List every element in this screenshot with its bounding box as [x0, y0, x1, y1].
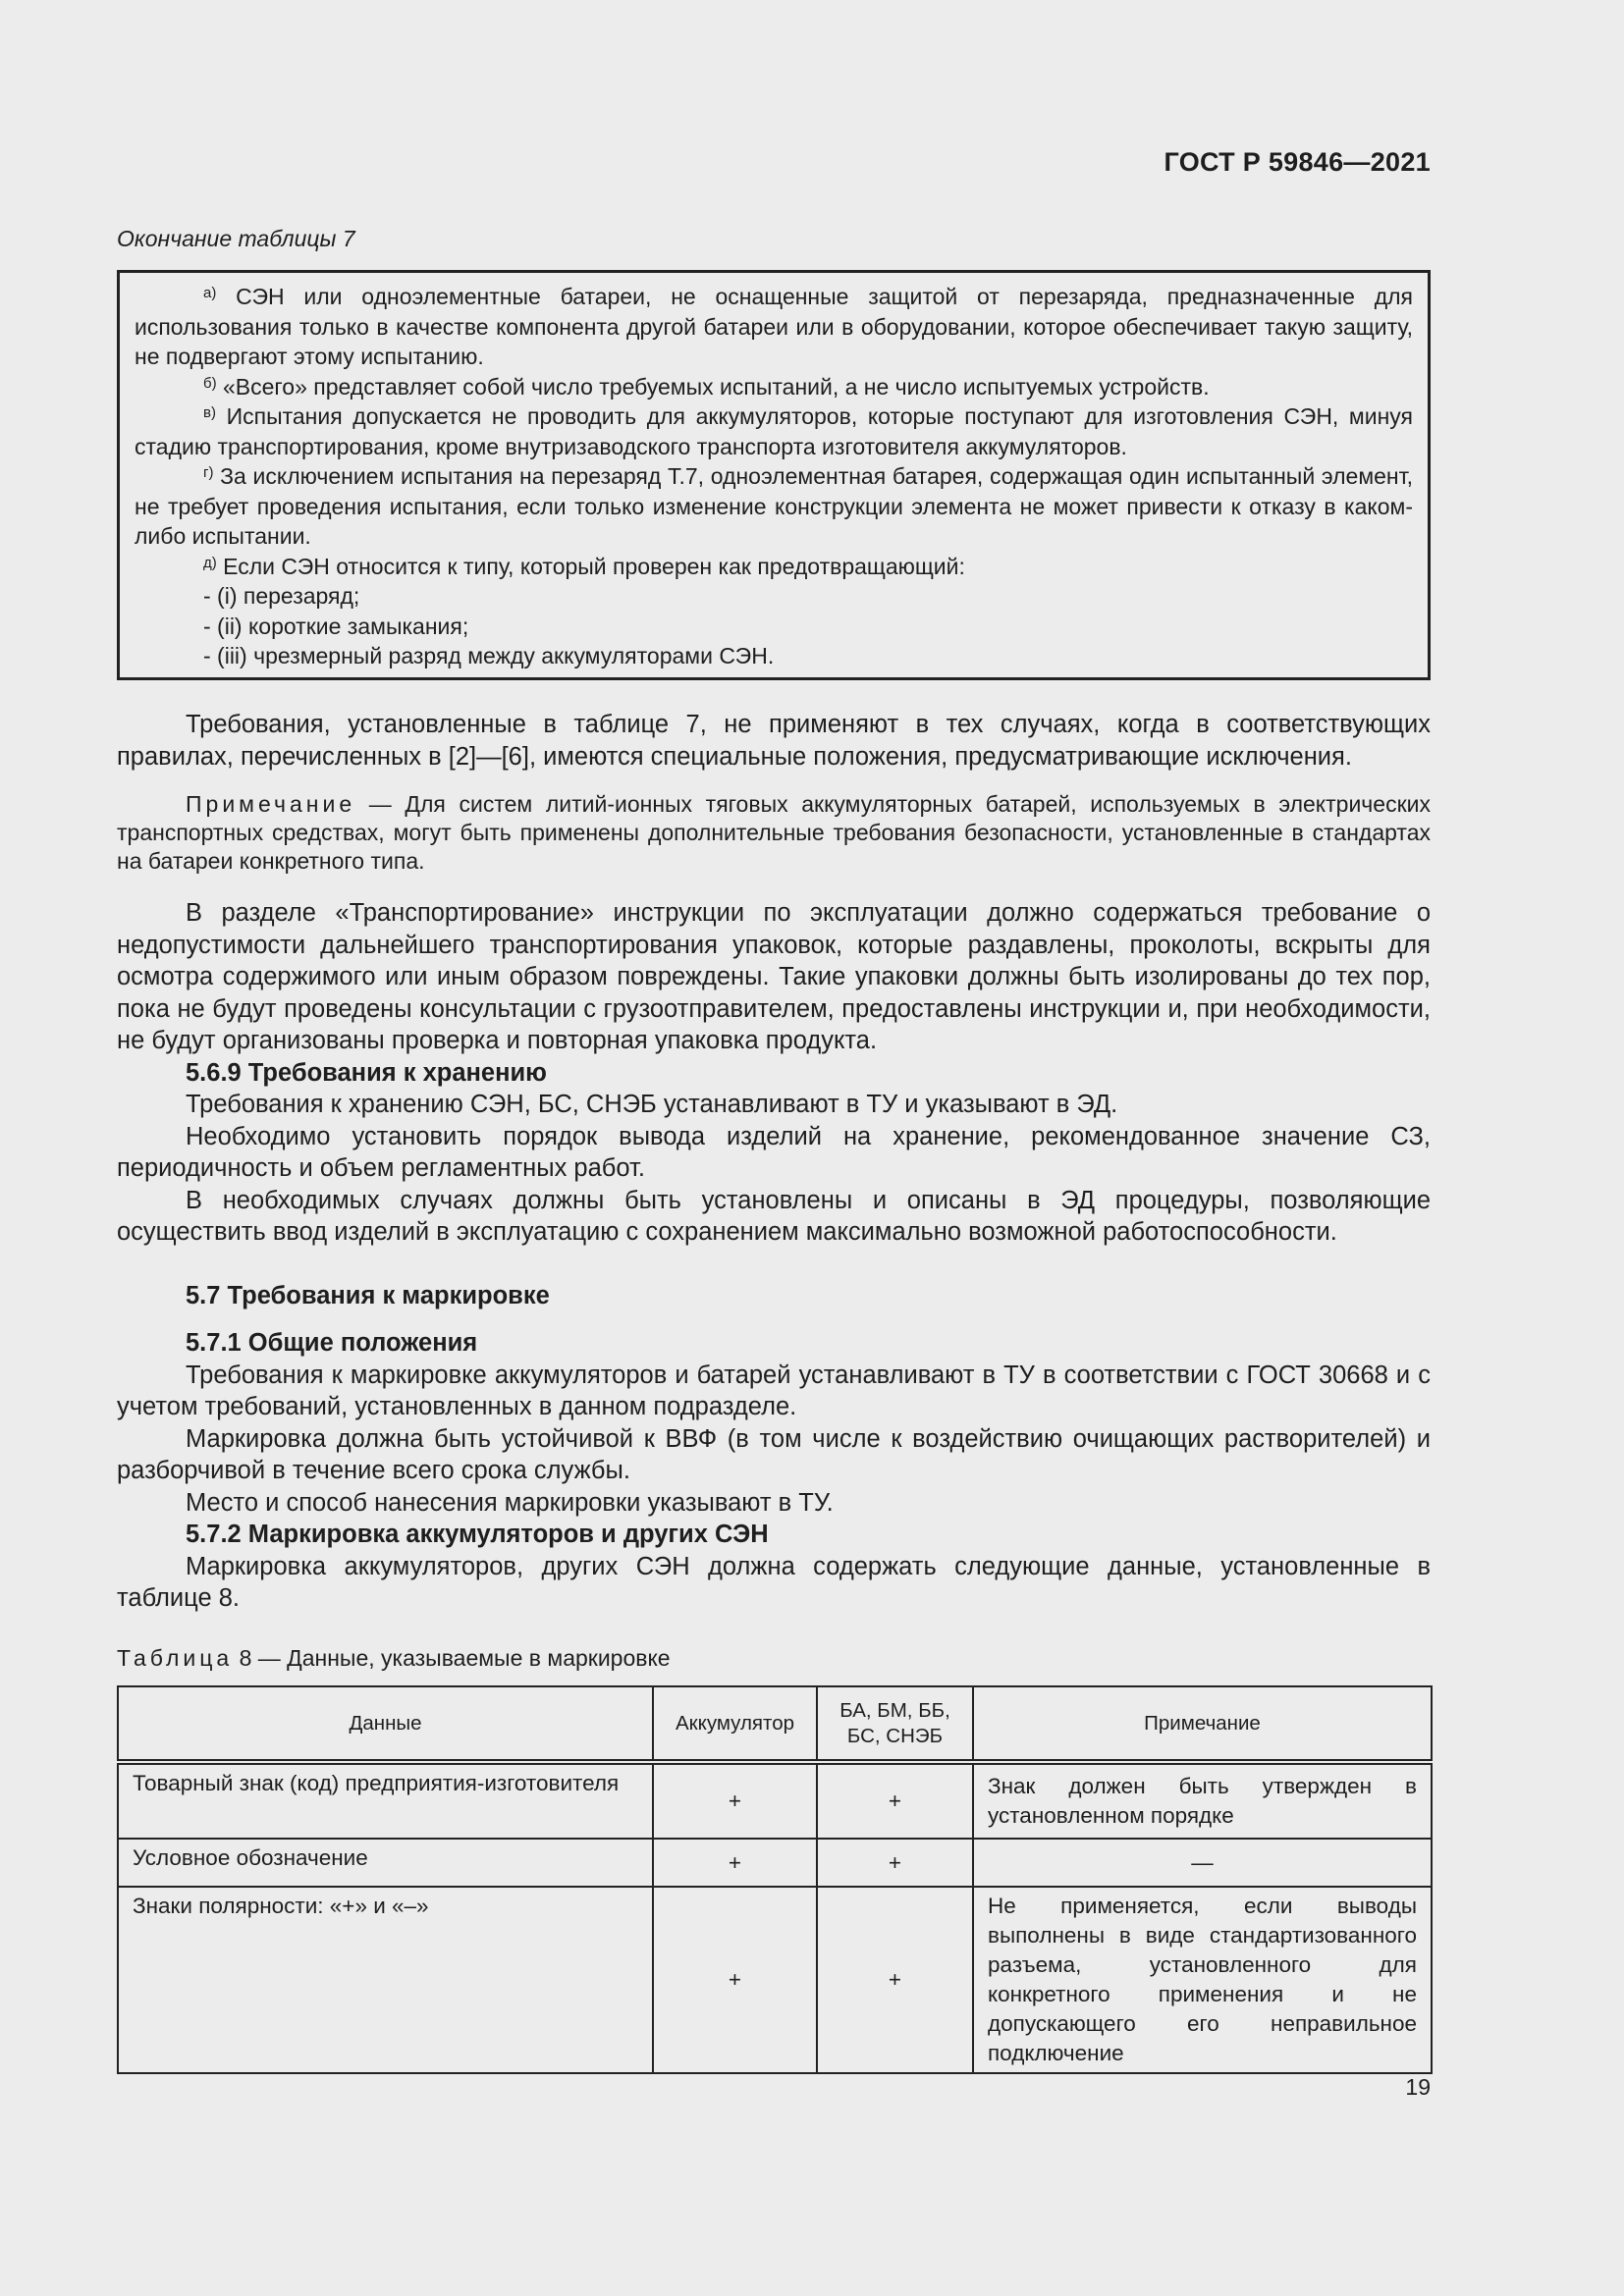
note-block	[117, 790, 1431, 876]
table-caption-text: 8 — Данные, указываемые в маркировке	[233, 1645, 671, 1671]
footnote-text: Испытания допускается не проводить для аккумуляторов, которые поступают для изготовления СЭН, минуя стадию транспортирования, кроме внутризаводского транспорта изготовителя аккумуляторов.	[135, 403, 1413, 459]
paragraph: Место и способ нанесения маркировки указывают в ТУ.	[186, 1488, 834, 1517]
page-number: 19	[1405, 2074, 1431, 2100]
body-block-1	[117, 709, 1431, 773]
footnote-mark: в)	[203, 404, 216, 421]
footnote-text: Если СЭН относится к типу, который проверен как предотвращающий:	[216, 553, 965, 579]
paragraph: Необходимо установить порядок вывода изделий на хранение, рекомендованное значение СЗ, периодичность и объем регламентных работ.	[117, 1122, 1431, 1182]
footnote-text: «Всего» представляет собой число требуемых испытаний, а не число испытуемых устройств.	[216, 373, 1210, 400]
table-cell: +	[817, 1839, 973, 1887]
paragraph: В разделе «Транспортирование» инструкции по эксплуатации должно содержаться требование о недопустимости дальнейшего транспортирования упаковок, которые раздавлены, проколоты, вскрыты для осмотра содержимого или иным образом повреждены. Такие упаковки должны быть изолированы до тех пор, пока не будут проведены консультации с грузоотправителем, предоставлены инструкции и, при необходимости, не будут организованы проверка и повторная упаковка продукта.	[117, 899, 1431, 1054]
section-heading: 5.7 Требования к маркировке	[186, 1282, 550, 1309]
table-cell: +	[817, 1887, 973, 2073]
column-header: Примечание	[973, 1686, 1432, 1762]
table7-footnotes-box	[117, 270, 1431, 680]
footnote-g	[135, 461, 1413, 552]
table-cell: +	[653, 1839, 817, 1887]
column-header: Аккумулятор	[653, 1686, 817, 1762]
table-cell: —	[973, 1839, 1432, 1887]
column-header: Данные	[118, 1686, 653, 1762]
table8-caption	[117, 1645, 671, 1672]
section-heading: 5.7.2 Маркировка аккумуляторов и других СЭН	[186, 1521, 769, 1548]
table-header-row	[118, 1686, 1432, 1762]
paragraph: Требования к маркировке аккумуляторов и батарей устанавливают в ТУ в соответствии с ГОСТ 30668 и с учетом требований, установленных в данном подразделе.	[117, 1361, 1431, 1420]
footnote-b	[135, 372, 1413, 402]
paragraph: Маркировка аккумуляторов, других СЭН должна содержать следующие данные, установленные в таблице 8.	[117, 1552, 1431, 1612]
body-block-3	[117, 1280, 1431, 1312]
section-heading: 5.7.1 Общие положения	[186, 1329, 478, 1357]
footnote-a	[135, 282, 1413, 372]
paragraph: В необходимых случаях должны быть установлены и описаны в ЭД процедуры, позволяющие осуществить ввод изделий в эксплуатацию с сохранением максимально возможной работоспособности.	[117, 1186, 1431, 1246]
note-text: — Для систем литий-ионных тяговых аккумуляторных батарей, используемых в электрических транспортных средствах, могут быть применены дополнительные требования безопасности, установленные в стандартах на батареи конкретного типа.	[117, 791, 1431, 874]
table-caption-label: Таблица	[117, 1645, 234, 1671]
document-code: ГОСТ Р 59846—2021	[1164, 147, 1431, 177]
table-cell: Знак должен быть утвержден в установленном порядке	[973, 1762, 1432, 1839]
table8	[117, 1685, 1433, 2074]
body-block-4	[117, 1327, 1431, 1615]
table-row	[118, 1839, 1432, 1887]
table-row	[118, 1887, 1432, 2073]
footnote-mark: а)	[203, 285, 217, 301]
body-block-2	[117, 897, 1431, 1249]
footnote-list-item: - (ii) короткие замыкания;	[203, 613, 469, 639]
column-header: БА, БМ, ББ, БС, СНЭБ	[817, 1686, 973, 1762]
paragraph: Требования, установленные в таблице 7, не применяют в тех случаях, когда в соответствующих правилах, перечисленных в [2]—[6], имеются специальные положения, предусматривающие исключения.	[117, 711, 1431, 771]
footnote-d	[135, 552, 1413, 582]
table-row	[118, 1762, 1432, 1839]
paragraph: Маркировка должна быть устойчивой к ВВФ (в том числе к воздействию очищающих растворителей) и разборчивой в течение всего срока службы.	[117, 1424, 1431, 1484]
note	[117, 790, 1431, 876]
footnote-list-item: - (i) перезаряд;	[203, 583, 360, 609]
footnote-list-item: - (iii) чрезмерный разряд между аккумуляторами СЭН.	[203, 643, 775, 668]
footnote-mark: д)	[203, 554, 217, 571]
paragraph: Требования к хранению СЭН, БС, СНЭБ устанавливают в ТУ и указывают в ЭД.	[186, 1091, 1118, 1118]
table-cell: Товарный знак (код) предприятия-изготовителя	[118, 1762, 653, 1839]
note-label: Примечание	[186, 791, 356, 817]
footnote-v	[135, 401, 1413, 461]
table-cell: +	[653, 1762, 817, 1839]
footnote-mark: г)	[203, 464, 214, 481]
table-continuation-label: Окончание таблицы 7	[117, 226, 355, 251]
table-cell: Не применяется, если выводы выполнены в виде стандартизованного разъема, установленного для конкретного применения и не допускающего его неправильное подключение	[973, 1887, 1432, 2073]
table-cell: +	[817, 1762, 973, 1839]
table-cell: Условное обозначение	[118, 1839, 653, 1887]
footnote-text: СЭН или одноэлементные батареи, не оснащенные защитой от перезаряда, предназначенные для использования только в качестве компонента другой батареи или в оборудовании, которое обеспечивает такую защиту, не подвергают этому испытанию.	[135, 284, 1413, 369]
table-cell: +	[653, 1887, 817, 2073]
footnote-mark: б)	[203, 374, 217, 392]
section-heading: 5.6.9 Требования к хранению	[186, 1058, 547, 1087]
footnote-text: За исключением испытания на перезаряд Т.7, одноэлементная батарея, содержащая один испытанный элемент, не требует проведения испытания, если только изменение конструкции элемента не может привести к отказу в каком-либо испытании.	[135, 463, 1413, 549]
table-cell: Знаки полярности: «+» и «–»	[118, 1887, 653, 2073]
